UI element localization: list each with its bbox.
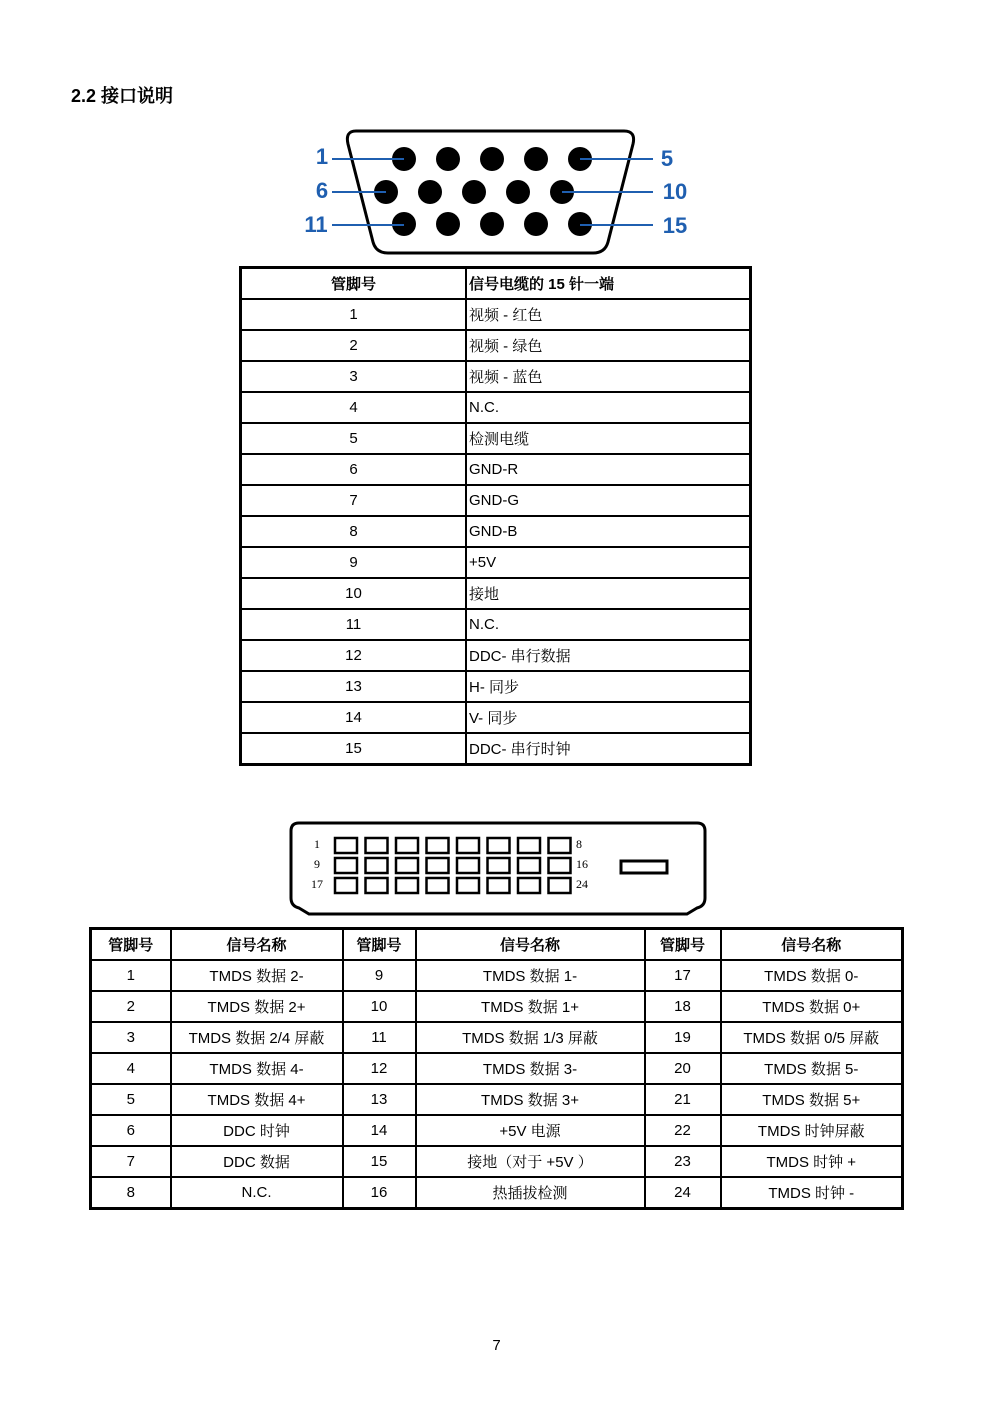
pin-number-cell: 4 xyxy=(241,392,467,423)
vga-pin-label-5: 5 xyxy=(660,146,674,171)
dvi-row-label-1: 1 xyxy=(314,837,320,851)
pin-number-cell: 16 xyxy=(343,1177,416,1209)
pin-number-cell: 24 xyxy=(645,1177,721,1209)
signal-name-cell: TMDS 数据 1+ xyxy=(416,991,645,1022)
dvi-header-pin: 管脚号 xyxy=(91,929,171,961)
vga-table-header-row xyxy=(241,268,751,300)
table-row xyxy=(91,1115,903,1146)
dvi-pin xyxy=(518,838,540,853)
table-row xyxy=(91,1084,903,1115)
dvi-pin xyxy=(366,858,388,873)
pin-number-cell: 19 xyxy=(645,1022,721,1053)
signal-name-cell: TMDS 数据 1- xyxy=(416,960,645,991)
signal-cell: N.C. xyxy=(466,609,751,640)
vga-pin-table xyxy=(239,266,752,766)
table-row xyxy=(241,609,751,640)
dvi-row-label-17: 17 xyxy=(311,877,323,891)
dvi-pin xyxy=(335,858,357,873)
signal-cell: GND-B xyxy=(466,516,751,547)
dvi-connector-diagram xyxy=(287,820,709,920)
pin-number-cell: 1 xyxy=(91,960,171,991)
pin-number-cell: 4 xyxy=(91,1053,171,1084)
vga-pin xyxy=(462,180,486,204)
dvi-header-pin: 管脚号 xyxy=(343,929,416,961)
table-row xyxy=(241,392,751,423)
pin-number-cell: 7 xyxy=(91,1146,171,1177)
pin-number-cell: 18 xyxy=(645,991,721,1022)
signal-name-cell: TMDS 时钟 + xyxy=(721,1146,903,1177)
signal-name-cell: TMDS 数据 1/3 屏蔽 xyxy=(416,1022,645,1053)
vga-pin xyxy=(480,147,504,171)
dvi-pin xyxy=(488,878,510,893)
dvi-header-signal: 信号名称 xyxy=(171,929,343,961)
dvi-pin xyxy=(335,878,357,893)
pin-number-cell: 8 xyxy=(91,1177,171,1209)
vga-pin-label-10: 10 xyxy=(662,179,688,204)
signal-cell: 接地 xyxy=(466,578,751,609)
pin-number-cell: 21 xyxy=(645,1084,721,1115)
table-row xyxy=(91,1146,903,1177)
signal-name-cell: TMDS 数据 3+ xyxy=(416,1084,645,1115)
signal-name-cell: TMDS 数据 0- xyxy=(721,960,903,991)
pin-number-cell: 3 xyxy=(241,361,467,392)
pin-number-cell: 6 xyxy=(91,1115,171,1146)
signal-name-cell: TMDS 数据 0+ xyxy=(721,991,903,1022)
dvi-pin xyxy=(366,878,388,893)
signal-name-cell: TMDS 数据 3- xyxy=(416,1053,645,1084)
table-row xyxy=(241,423,751,454)
pin-number-cell: 10 xyxy=(241,578,467,609)
dvi-pin xyxy=(488,838,510,853)
signal-name-cell: DDC 数据 xyxy=(171,1146,343,1177)
dvi-analog-slot xyxy=(621,861,667,873)
signal-cell: N.C. xyxy=(466,392,751,423)
pin-number-cell: 13 xyxy=(241,671,467,702)
vga-pin-label-6: 6 xyxy=(315,178,329,203)
pin-number-cell: 13 xyxy=(343,1084,416,1115)
pin-number-cell: 8 xyxy=(241,516,467,547)
signal-name-cell: TMDS 时钟屏蔽 xyxy=(721,1115,903,1146)
signal-name-cell: TMDS 数据 5- xyxy=(721,1053,903,1084)
dvi-header-pin: 管脚号 xyxy=(645,929,721,961)
signal-cell: DDC- 串行时钟 xyxy=(466,733,751,765)
signal-cell: DDC- 串行数据 xyxy=(466,640,751,671)
vga-connector-diagram xyxy=(296,124,696,264)
table-row xyxy=(241,640,751,671)
dvi-pin xyxy=(549,838,571,853)
signal-name-cell: TMDS 数据 2/4 屏蔽 xyxy=(171,1022,343,1053)
pin-number-cell: 22 xyxy=(645,1115,721,1146)
signal-cell: 检测电缆 xyxy=(466,423,751,454)
table-row xyxy=(241,578,751,609)
vga-pin-label-15: 15 xyxy=(662,213,688,238)
table-row xyxy=(241,454,751,485)
pin-number-cell: 9 xyxy=(241,547,467,578)
dvi-header-signal: 信号名称 xyxy=(721,929,903,961)
table-row xyxy=(241,671,751,702)
pin-number-cell: 20 xyxy=(645,1053,721,1084)
dvi-pin xyxy=(366,838,388,853)
signal-name-cell: TMDS 数据 2+ xyxy=(171,991,343,1022)
pin-number-cell: 14 xyxy=(343,1115,416,1146)
dvi-pin xyxy=(427,838,449,853)
pin-number-cell: 2 xyxy=(91,991,171,1022)
vga-pin xyxy=(480,212,504,236)
dvi-pin xyxy=(549,878,571,893)
dvi-pin xyxy=(427,878,449,893)
table-row xyxy=(241,485,751,516)
table-row xyxy=(91,960,903,991)
vga-pin xyxy=(418,180,442,204)
signal-cell: +5V xyxy=(466,547,751,578)
pin-number-cell: 5 xyxy=(91,1084,171,1115)
pin-number-cell: 17 xyxy=(645,960,721,991)
signal-cell: 视频 - 红色 xyxy=(466,299,751,330)
signal-name-cell: TMDS 数据 0/5 屏蔽 xyxy=(721,1022,903,1053)
vga-header-pin: 管脚号 xyxy=(241,268,467,300)
table-row xyxy=(91,1053,903,1084)
vga-pin-label-1: 1 xyxy=(315,144,329,169)
dvi-pin xyxy=(396,858,418,873)
dvi-pin xyxy=(457,858,479,873)
dvi-connector-shell xyxy=(291,823,705,914)
pin-number-cell: 15 xyxy=(241,733,467,765)
vga-pin xyxy=(506,180,530,204)
table-row xyxy=(241,733,751,765)
table-row xyxy=(91,1022,903,1053)
signal-cell: V- 同步 xyxy=(466,702,751,733)
dvi-pin-table xyxy=(89,927,904,1210)
dvi-pin xyxy=(335,838,357,853)
pin-number-cell: 5 xyxy=(241,423,467,454)
signal-name-cell: N.C. xyxy=(171,1177,343,1209)
signal-cell: GND-G xyxy=(466,485,751,516)
pin-number-cell: 12 xyxy=(343,1053,416,1084)
table-row xyxy=(91,1177,903,1209)
dvi-pin xyxy=(396,838,418,853)
dvi-table-header-row xyxy=(91,929,903,961)
signal-cell: GND-R xyxy=(466,454,751,485)
signal-name-cell: DDC 时钟 xyxy=(171,1115,343,1146)
pin-number-cell: 1 xyxy=(241,299,467,330)
table-row xyxy=(241,516,751,547)
table-row xyxy=(241,330,751,361)
signal-cell: 视频 - 蓝色 xyxy=(466,361,751,392)
dvi-pin xyxy=(457,838,479,853)
signal-name-cell: +5V 电源 xyxy=(416,1115,645,1146)
dvi-pin xyxy=(457,878,479,893)
dvi-pin xyxy=(549,858,571,873)
pin-number-cell: 23 xyxy=(645,1146,721,1177)
vga-pin xyxy=(524,147,548,171)
dvi-pin xyxy=(518,878,540,893)
signal-name-cell: TMDS 数据 2- xyxy=(171,960,343,991)
pin-number-cell: 3 xyxy=(91,1022,171,1053)
signal-name-cell: 热插拔检测 xyxy=(416,1177,645,1209)
dvi-pin xyxy=(518,858,540,873)
pin-number-cell: 10 xyxy=(343,991,416,1022)
table-row xyxy=(241,547,751,578)
pin-number-cell: 11 xyxy=(241,609,467,640)
vga-pin xyxy=(436,147,460,171)
pin-number-cell: 7 xyxy=(241,485,467,516)
pin-number-cell: 9 xyxy=(343,960,416,991)
dvi-pin xyxy=(488,858,510,873)
signal-name-cell: TMDS 数据 5+ xyxy=(721,1084,903,1115)
table-row xyxy=(241,361,751,392)
dvi-pin xyxy=(427,858,449,873)
section-title: 2.2 接口说明 xyxy=(71,86,174,106)
pin-number-cell: 12 xyxy=(241,640,467,671)
signal-cell: H- 同步 xyxy=(466,671,751,702)
dvi-pin xyxy=(396,878,418,893)
pin-number-cell: 6 xyxy=(241,454,467,485)
page-number: 7 xyxy=(492,1337,501,1354)
vga-pin xyxy=(524,212,548,236)
pin-number-cell: 14 xyxy=(241,702,467,733)
dvi-row-label-16: 16 xyxy=(576,857,588,871)
table-row xyxy=(241,299,751,330)
pin-number-cell: 11 xyxy=(343,1022,416,1053)
table-row xyxy=(91,991,903,1022)
pin-number-cell: 15 xyxy=(343,1146,416,1177)
signal-name-cell: 接地（对于 +5V ） xyxy=(416,1146,645,1177)
dvi-header-signal: 信号名称 xyxy=(416,929,645,961)
signal-name-cell: TMDS 数据 4- xyxy=(171,1053,343,1084)
signal-name-cell: TMDS 时钟 - xyxy=(721,1177,903,1209)
dvi-pin-group xyxy=(335,838,571,893)
signal-cell: 视频 - 绿色 xyxy=(466,330,751,361)
vga-pin-group xyxy=(374,147,592,236)
table-row xyxy=(241,702,751,733)
vga-pin-label-11: 11 xyxy=(304,212,328,237)
dvi-row-label-24: 24 xyxy=(576,877,588,891)
vga-header-signal: 信号电缆的 15 针一端 xyxy=(466,268,751,300)
dvi-row-label-9: 9 xyxy=(314,857,320,871)
pin-number-cell: 2 xyxy=(241,330,467,361)
vga-pin xyxy=(436,212,460,236)
signal-name-cell: TMDS 数据 4+ xyxy=(171,1084,343,1115)
dvi-row-label-8: 8 xyxy=(576,837,582,851)
